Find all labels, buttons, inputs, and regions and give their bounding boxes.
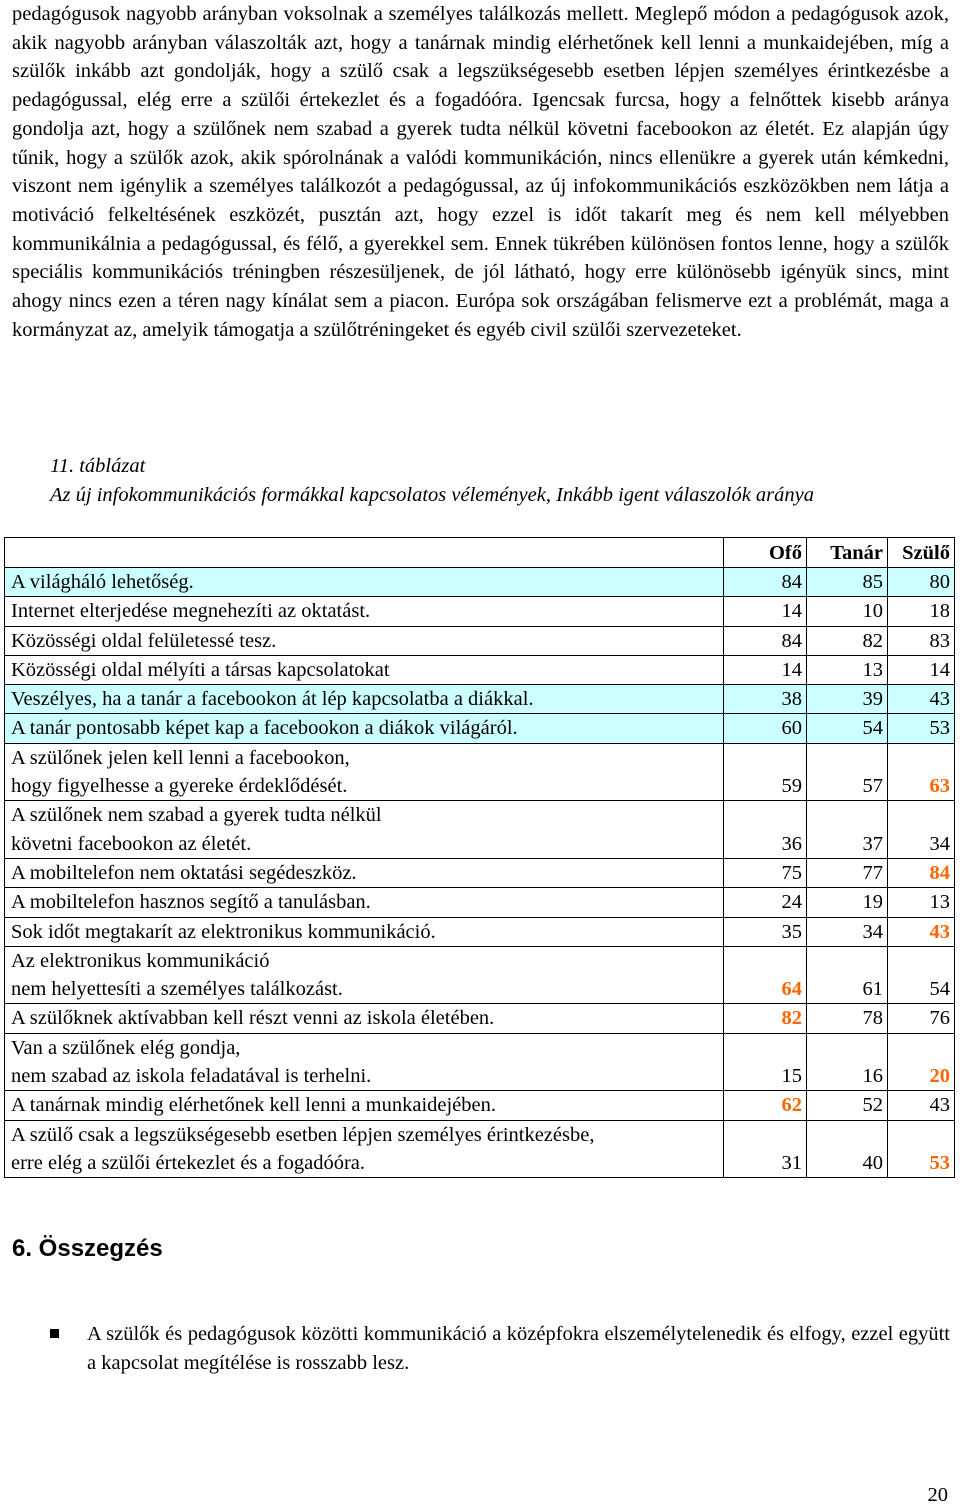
bullet-item: [50, 1320, 950, 1377]
cell-value: 37: [862, 832, 883, 855]
cell-value: 83: [929, 629, 950, 652]
value-ofo: [724, 743, 807, 801]
value-tanar: [807, 917, 888, 946]
value-szulo: [888, 1033, 955, 1091]
header-tanar: Tanár: [807, 538, 888, 568]
value-szulo: [888, 743, 955, 801]
header-ofo: Ofő: [724, 538, 807, 568]
row-label-line: Közösségi oldal mélyíti a társas kapcsolatokat: [11, 658, 390, 681]
cell-value: 35: [781, 920, 802, 943]
row-label: [5, 743, 724, 801]
row-label: [5, 655, 724, 684]
row-label: [5, 626, 724, 655]
body-paragraph: pedagógusok nagyobb arányban voksolnak a személyes találkozás mellett. Meglepő módon a pedagógusok azok, akik nagyobb arányban válaszolták azt, hogy a tanárnak mindig elérhetőnek kell lenni a munkaidejében, míg a szülők inkább azt gondolják, hogy a szülő csak a legszükségesebb esetben lépjen személyes érintkezésbe a pedagógussal, elég erre a szülői értekezlet és a fogadóóra. Igencsak furcsa, hogy a felnőttek kisebb aránya gondolja azt, hogy a szülőnek nem szabad a gyerek tudta nélkül követni facebookon az életét. Ez alapján úgy tűnik, hogy a szülők azok, akik spórolnának a valódi kommunikáción, nincs ellenükre a gyerek után kémkedni, viszont nem igénylik a személyes találkozót a pedagógussal, az új infokommunikációs eszközökben nem látja a motiváció felkeltésének eszközét, pusztán azt, hogy ezzel is időt takarít meg és nem kell mélyebben kommunikálnia a pedagógussal, és félő, a gyerekkel sem. Ennek tükrében különösen fontos lenne, hogy a szülők speciális kommunikációs tréningben részesüljenek, de jól látható, hogy erre különösebb igényük sincs, mint ahogy nincs ezen a téren nagy kínálat sem a piacon. Európa sok országában felismerve ezt a problémát, maga a kormányzat az, amelyik támogatja a szülőtréningeket és egyéb civil szülői szervezeteket.: [12, 3, 949, 341]
value-ofo: [724, 568, 807, 597]
row-label: [5, 1004, 724, 1033]
row-label-line: Az elektronikus kommunikáció: [11, 949, 270, 972]
value-szulo: [888, 888, 955, 917]
value-szulo: [888, 917, 955, 946]
cell-value: 43: [929, 1094, 950, 1117]
value-ofo: [724, 1033, 807, 1091]
opinion-table: [4, 537, 955, 1178]
cell-value: 39: [862, 688, 883, 711]
cell-value: 62: [781, 1094, 802, 1117]
cell-value: 16: [862, 1065, 883, 1088]
value-ofo: [724, 946, 807, 1004]
value-szulo: [888, 801, 955, 859]
row-label: [5, 946, 724, 1004]
row-label-line: A mobiltelefon hasznos segítő a tanulásban.: [11, 891, 371, 914]
cell-value: 84: [781, 629, 802, 652]
value-ofo: [724, 655, 807, 684]
cell-value: 80: [929, 571, 950, 593]
cell-value: 52: [862, 1094, 883, 1117]
row-label-line: Sok időt megtakarít az elektronikus kommunikáció.: [11, 920, 436, 943]
cell-value: 78: [862, 1007, 883, 1030]
row-label-line: A szülőnek jelen kell lenni a facebookon,: [11, 746, 350, 769]
row-label-line: Van a szülőnek elég gondja,: [11, 1036, 241, 1059]
value-szulo: [888, 626, 955, 655]
cell-value: 14: [929, 658, 950, 681]
value-tanar: [807, 1120, 888, 1178]
value-szulo: [888, 655, 955, 684]
cell-value: 40: [862, 1151, 883, 1174]
cell-value: 10: [862, 600, 883, 623]
cell-value: 14: [781, 658, 802, 681]
value-szulo: [888, 685, 955, 714]
value-tanar: [807, 1033, 888, 1091]
cell-value: 75: [781, 861, 802, 884]
row-label: [5, 597, 724, 626]
table-row: [5, 888, 955, 917]
bullet-text: A szülők és pedagógusok közötti kommunikáció a középfokra elszemélytelenedik és elfogy, ezzel együtt a kapcsolat megítélése is rosszabb lesz.: [87, 1323, 950, 1374]
row-label-line: erre elég a szülői értekezlet és a fogadóóra.: [11, 1151, 365, 1174]
row-label-line: A tanárnak mindig elérhetőnek kell lenni a munkaidejében.: [11, 1094, 497, 1117]
table-row: [5, 858, 955, 887]
value-ofo: [724, 801, 807, 859]
row-label: [5, 917, 724, 946]
row-label-line: Közösségi oldal felületessé tesz.: [11, 629, 277, 652]
value-tanar: [807, 655, 888, 684]
table-header-row: [5, 538, 955, 568]
value-tanar: [807, 685, 888, 714]
value-tanar: [807, 743, 888, 801]
value-tanar: [807, 1004, 888, 1033]
value-szulo: [888, 946, 955, 1004]
row-label-line: A világháló lehetőség.: [11, 571, 194, 593]
table-title: Az új infokommunikációs formákkal kapcsolatos vélemények, Inkább igent válaszolók aránya: [50, 484, 815, 506]
cell-value: 54: [862, 717, 883, 740]
value-ofo: [724, 714, 807, 743]
cell-value: 61: [862, 978, 883, 1001]
row-label-line: Veszélyes, ha a tanár a facebookon át lép kapcsolatba a diákkal.: [11, 688, 534, 711]
row-label-line: A szülőnek nem szabad a gyerek tudta nélkül: [11, 804, 382, 827]
cell-value: 36: [781, 832, 802, 855]
row-label-line: nem szabad az iskola feladatával is terhelni.: [11, 1065, 372, 1088]
value-ofo: [724, 685, 807, 714]
cell-value: 20: [929, 1065, 950, 1088]
cell-value: 84: [781, 571, 802, 593]
table-row: [5, 597, 955, 626]
table-number: 11. táblázat: [50, 455, 146, 477]
cell-value: 63: [929, 775, 950, 798]
value-ofo: [724, 597, 807, 626]
value-tanar: [807, 597, 888, 626]
table-row: [5, 801, 955, 859]
table-row: [5, 685, 955, 714]
value-szulo: [888, 597, 955, 626]
cell-value: 43: [929, 688, 950, 711]
cell-value: 82: [781, 1007, 802, 1030]
row-label: [5, 1091, 724, 1120]
value-tanar: [807, 858, 888, 887]
table-row: [5, 655, 955, 684]
cell-value: 34: [929, 832, 950, 855]
table-row: [5, 714, 955, 743]
value-tanar: [807, 1091, 888, 1120]
row-label-line: követni facebookon az életét.: [11, 832, 252, 855]
table-row: [5, 1004, 955, 1033]
row-label: [5, 568, 724, 597]
cell-value: 14: [781, 600, 802, 623]
table-row: [5, 743, 955, 801]
cell-value: 31: [781, 1151, 802, 1174]
row-label: [5, 1033, 724, 1091]
cell-value: 13: [929, 891, 950, 914]
cell-value: 38: [781, 688, 802, 711]
value-ofo: [724, 888, 807, 917]
table-row: [5, 1091, 955, 1120]
value-szulo: [888, 714, 955, 743]
cell-value: 82: [862, 629, 883, 652]
cell-value: 64: [781, 978, 802, 1001]
value-ofo: [724, 1004, 807, 1033]
value-szulo: [888, 1004, 955, 1033]
row-label-line: A szülő csak a legszükségesebb esetben lépjen személyes érintkezésbe,: [11, 1123, 595, 1146]
table-row: [5, 626, 955, 655]
table-row: [5, 1033, 955, 1091]
cell-value: 34: [862, 920, 883, 943]
value-ofo: [724, 917, 807, 946]
cell-value: 13: [862, 658, 883, 681]
table-row: [5, 568, 955, 597]
value-ofo: [724, 1120, 807, 1178]
value-ofo: [724, 1091, 807, 1120]
value-szulo: [888, 1120, 955, 1178]
cell-value: 60: [781, 717, 802, 740]
row-label: [5, 801, 724, 859]
cell-value: 77: [862, 861, 883, 884]
cell-value: 19: [862, 891, 883, 914]
row-label-line: A mobiltelefon nem oktatási segédeszköz.: [11, 861, 357, 884]
header-blank-cell: [5, 538, 724, 568]
cell-value: 84: [929, 861, 950, 884]
value-tanar: [807, 714, 888, 743]
bullet-list: [50, 1320, 950, 1377]
table-row: [5, 1120, 955, 1178]
value-tanar: [807, 946, 888, 1004]
table-row: [5, 946, 955, 1004]
value-tanar: [807, 626, 888, 655]
section-heading: 6. Összegzés: [12, 1235, 163, 1262]
row-label-line: A szülőknek aktívabban kell részt venni az iskola életében.: [11, 1007, 495, 1030]
cell-value: 18: [929, 600, 950, 623]
value-szulo: [888, 858, 955, 887]
row-label-line: nem helyettesíti a személyes találkozást.: [11, 978, 343, 1001]
value-szulo: [888, 1091, 955, 1120]
row-label: [5, 685, 724, 714]
row-label: [5, 714, 724, 743]
cell-value: 53: [929, 1151, 950, 1174]
cell-value: 53: [929, 717, 950, 740]
cell-value: 76: [929, 1007, 950, 1030]
table-row: [5, 917, 955, 946]
row-label: [5, 1120, 724, 1178]
value-ofo: [724, 626, 807, 655]
row-label-line: hogy figyelhesse a gyereke érdeklődését.: [11, 775, 348, 798]
cell-value: 54: [929, 978, 950, 1001]
value-tanar: [807, 888, 888, 917]
cell-value: 15: [781, 1065, 802, 1088]
cell-value: 24: [781, 891, 802, 914]
value-szulo: [888, 568, 955, 597]
cell-value: 85: [862, 571, 883, 593]
square-bullet-icon: [50, 1329, 59, 1338]
row-label-line: Internet elterjedése megnehezíti az oktatást.: [11, 600, 371, 623]
value-ofo: [724, 858, 807, 887]
cell-value: 59: [781, 775, 802, 798]
value-tanar: [807, 568, 888, 597]
row-label: [5, 858, 724, 887]
value-tanar: [807, 801, 888, 859]
page-number: 20: [927, 1484, 948, 1506]
row-label: [5, 888, 724, 917]
header-szulo: Szülő: [888, 538, 955, 568]
cell-value: 57: [862, 775, 883, 798]
cell-value: 43: [929, 920, 950, 943]
row-label-line: A tanár pontosabb képet kap a facebookon a diákok világáról.: [11, 717, 518, 740]
